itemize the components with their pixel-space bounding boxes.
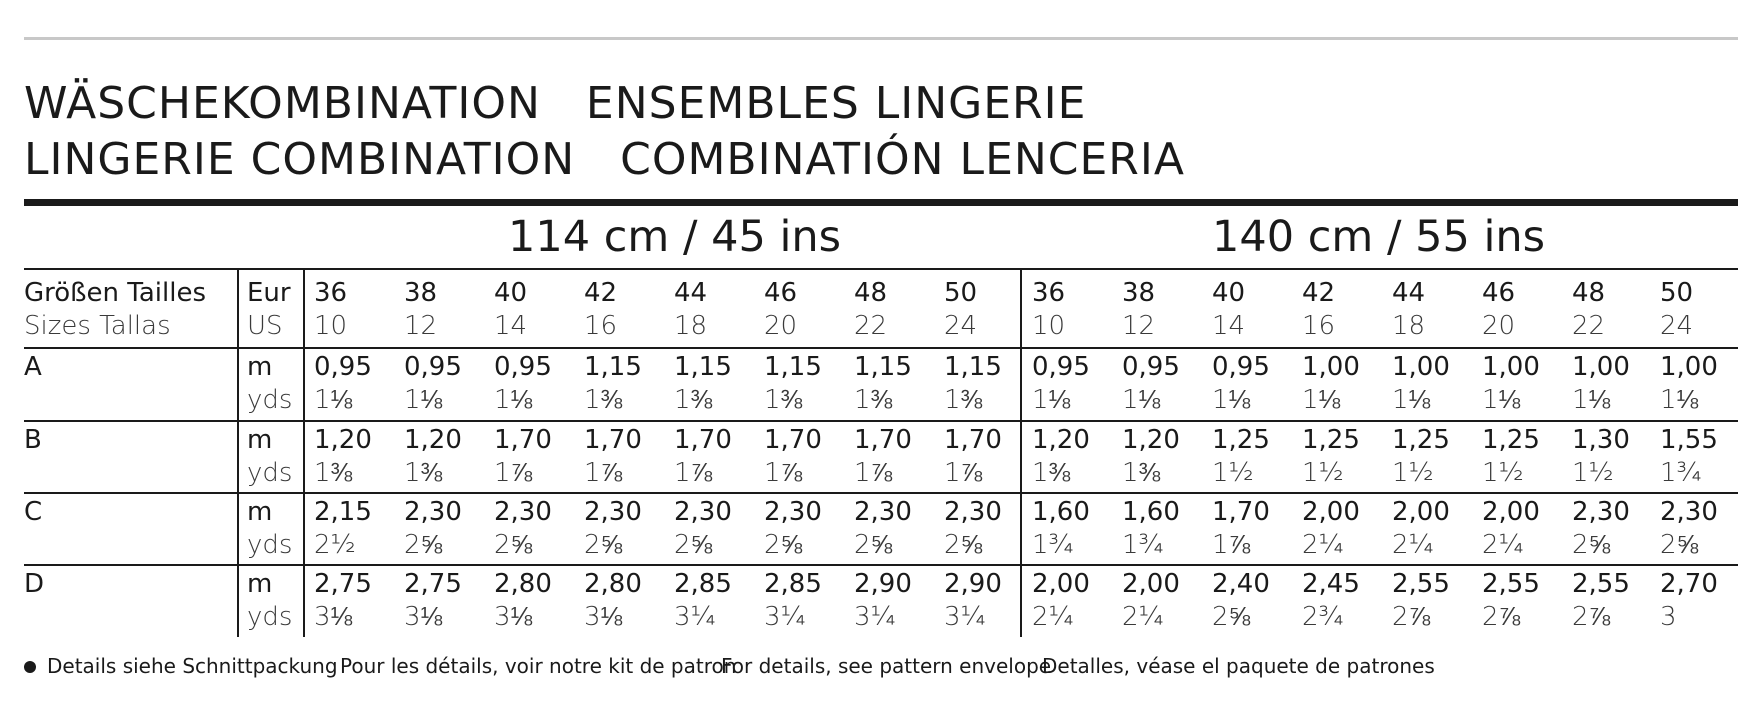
- yards-value-cell: 1⅛: [1572, 385, 1611, 415]
- yards-value-cell: 2¼: [1032, 602, 1074, 632]
- meters-value-cell: 1,70: [1212, 497, 1270, 527]
- meters-value-cell: 2,80: [494, 569, 552, 599]
- top-divider: [24, 37, 1738, 40]
- meters-value-cell: 1,15: [764, 352, 822, 382]
- us-size-cell: 10: [1032, 311, 1066, 341]
- us-size-cell: 14: [1212, 311, 1246, 341]
- meters-value-cell: 2,30: [1660, 497, 1718, 527]
- meters-value-cell: 2,90: [854, 569, 912, 599]
- meters-value-cell: 2,00: [1302, 497, 1360, 527]
- table-rule: [24, 420, 1738, 422]
- yards-value-cell: 2¼: [1302, 530, 1344, 560]
- yards-value-cell: 1⅜: [674, 385, 713, 415]
- yards-value-cell: 1½: [1302, 458, 1344, 488]
- yards-value-cell: 1¾: [1660, 458, 1702, 488]
- yards-value-cell: 2⅝: [674, 530, 713, 560]
- yards-value-cell: 2⅝: [854, 530, 893, 560]
- sizes-label-en-es: Sizes Tallas: [24, 311, 171, 341]
- eur-size-cell: 44: [674, 278, 708, 308]
- meters-value-cell: 0,95: [314, 352, 372, 382]
- yards-value-cell: 1⅜: [944, 385, 983, 415]
- eur-size-cell: 42: [1302, 278, 1336, 308]
- yards-value-cell: 1½: [1212, 458, 1254, 488]
- eur-size-cell: 50: [1660, 278, 1694, 308]
- meters-value-cell: 0,95: [404, 352, 462, 382]
- eur-size-cell: 44: [1392, 278, 1426, 308]
- yards-value-cell: 2¾: [1302, 602, 1344, 632]
- meters-value-cell: 1,70: [584, 425, 642, 455]
- eur-size-cell: 42: [584, 278, 618, 308]
- view-label: C: [24, 497, 43, 527]
- yards-value-cell: 2¼: [1482, 530, 1524, 560]
- meters-value-cell: 1,60: [1122, 497, 1180, 527]
- yards-value-cell: 2½: [314, 530, 356, 560]
- unit-meters-label: m: [247, 569, 273, 599]
- meters-value-cell: 1,15: [584, 352, 642, 382]
- meters-value-cell: 2,00: [1032, 569, 1090, 599]
- meters-value-cell: 1,20: [314, 425, 372, 455]
- yards-value-cell: 2⅝: [944, 530, 983, 560]
- yards-value-cell: 1⅜: [764, 385, 803, 415]
- meters-value-cell: 1,20: [1032, 425, 1090, 455]
- table-rule: [24, 268, 1738, 270]
- yards-value-cell: 1⅜: [1122, 458, 1161, 488]
- legend-english: For details, see pattern envelope: [721, 654, 1052, 678]
- us-size-cell: 12: [1122, 311, 1156, 341]
- us-size-cell: 24: [944, 311, 978, 341]
- yards-value-cell: 3⅛: [404, 602, 443, 632]
- yards-value-cell: 1⅛: [494, 385, 533, 415]
- table-rule: [24, 347, 1738, 349]
- eur-size-cell: 46: [764, 278, 798, 308]
- meters-value-cell: 0,95: [494, 352, 552, 382]
- view-label: B: [24, 425, 42, 455]
- yards-value-cell: 3⅛: [584, 602, 623, 632]
- table-rule: [24, 492, 1738, 494]
- title-english: LINGERIE COMBINATION: [24, 134, 576, 185]
- column-divider: [303, 269, 305, 637]
- eur-label: Eur: [247, 278, 291, 308]
- column-divider: [237, 269, 239, 637]
- yards-value-cell: 1⅛: [1032, 385, 1071, 415]
- meters-value-cell: 2,40: [1212, 569, 1270, 599]
- width-heading-114: 114 cm / 45 ins: [508, 212, 842, 262]
- meters-value-cell: 0,95: [1122, 352, 1180, 382]
- yards-value-cell: 2⅞: [1392, 602, 1431, 632]
- yards-value-cell: 1⅛: [1482, 385, 1521, 415]
- title-line-1: [24, 78, 1087, 129]
- meters-value-cell: 1,70: [674, 425, 732, 455]
- table-rule: [24, 564, 1738, 566]
- yards-value-cell: 2⅝: [1572, 530, 1611, 560]
- eur-size-cell: 48: [1572, 278, 1606, 308]
- meters-value-cell: 1,20: [404, 425, 462, 455]
- meters-value-cell: 2,80: [584, 569, 642, 599]
- meters-value-cell: 2,30: [1572, 497, 1630, 527]
- meters-value-cell: 0,95: [1032, 352, 1090, 382]
- meters-value-cell: 2,75: [404, 569, 462, 599]
- legend-spanish: Detalles, véase el paquete de patrones: [1042, 654, 1435, 678]
- unit-meters-label: m: [247, 425, 273, 455]
- meters-value-cell: 1,15: [674, 352, 732, 382]
- meters-value-cell: 0,95: [1212, 352, 1270, 382]
- us-size-cell: 14: [494, 311, 528, 341]
- eur-size-cell: 40: [1212, 278, 1246, 308]
- yards-value-cell: 3¼: [854, 602, 896, 632]
- eur-size-cell: 36: [1032, 278, 1066, 308]
- us-size-cell: 10: [314, 311, 348, 341]
- meters-value-cell: 1,00: [1482, 352, 1540, 382]
- meters-value-cell: 1,70: [494, 425, 552, 455]
- view-label: A: [24, 352, 42, 382]
- yards-value-cell: 1⅜: [584, 385, 623, 415]
- meters-value-cell: 1,00: [1302, 352, 1360, 382]
- title-line-2: [24, 134, 1185, 185]
- yards-value-cell: 1⅞: [1212, 530, 1251, 560]
- eur-size-cell: 38: [1122, 278, 1156, 308]
- unit-meters-label: m: [247, 497, 273, 527]
- meters-value-cell: 1,55: [1660, 425, 1718, 455]
- meters-value-cell: 2,55: [1392, 569, 1450, 599]
- yards-value-cell: 3: [1660, 602, 1677, 632]
- meters-value-cell: 2,55: [1482, 569, 1540, 599]
- meters-value-cell: 1,20: [1122, 425, 1180, 455]
- meters-value-cell: 1,25: [1482, 425, 1540, 455]
- unit-yards-label: yds: [247, 385, 293, 415]
- yards-value-cell: 2⅝: [494, 530, 533, 560]
- unit-yards-label: yds: [247, 530, 293, 560]
- title-spanish: COMBINATIÓN LENCERIA: [620, 134, 1185, 185]
- meters-value-cell: 2,00: [1482, 497, 1540, 527]
- yards-value-cell: 1⅛: [314, 385, 353, 415]
- meters-value-cell: 2,30: [674, 497, 732, 527]
- yards-value-cell: 1½: [1572, 458, 1614, 488]
- yards-value-cell: 1⅞: [494, 458, 533, 488]
- yards-value-cell: 1⅞: [854, 458, 893, 488]
- yards-value-cell: 2⅝: [1212, 602, 1251, 632]
- yards-value-cell: 1⅛: [1212, 385, 1251, 415]
- yards-value-cell: 2¼: [1122, 602, 1164, 632]
- meters-value-cell: 2,75: [314, 569, 372, 599]
- meters-value-cell: 2,00: [1392, 497, 1450, 527]
- yards-value-cell: 3¼: [674, 602, 716, 632]
- unit-yards-label: yds: [247, 602, 293, 632]
- meters-value-cell: 2,30: [404, 497, 462, 527]
- meters-value-cell: 1,70: [854, 425, 912, 455]
- column-divider: [1020, 269, 1022, 637]
- eur-size-cell: 46: [1482, 278, 1516, 308]
- meters-value-cell: 1,25: [1302, 425, 1360, 455]
- yards-value-cell: 1½: [1392, 458, 1434, 488]
- meters-value-cell: 1,25: [1392, 425, 1450, 455]
- meters-value-cell: 2,45: [1302, 569, 1360, 599]
- meters-value-cell: 2,30: [584, 497, 642, 527]
- yards-value-cell: 3¼: [944, 602, 986, 632]
- meters-value-cell: 1,00: [1660, 352, 1718, 382]
- yards-value-cell: 1½: [1482, 458, 1524, 488]
- sizes-label-de-fr: Größen Tailles: [24, 278, 207, 308]
- yards-value-cell: 3⅛: [494, 602, 533, 632]
- yards-value-cell: 1⅞: [674, 458, 713, 488]
- us-size-cell: 24: [1660, 311, 1694, 341]
- yards-value-cell: 3¼: [764, 602, 806, 632]
- meters-value-cell: 2,30: [854, 497, 912, 527]
- yards-value-cell: 1¾: [1122, 530, 1164, 560]
- yards-value-cell: 1⅛: [1122, 385, 1161, 415]
- meters-value-cell: 1,25: [1212, 425, 1270, 455]
- us-size-cell: 18: [674, 311, 708, 341]
- meters-value-cell: 2,00: [1122, 569, 1180, 599]
- eur-size-cell: 50: [944, 278, 978, 308]
- meters-value-cell: 1,70: [944, 425, 1002, 455]
- us-size-cell: 16: [1302, 311, 1336, 341]
- us-label: US: [247, 311, 283, 341]
- title-german: WÄSCHEKOMBINATION: [24, 78, 541, 129]
- yards-value-cell: 1⅞: [944, 458, 983, 488]
- header-divider: [24, 199, 1738, 206]
- yards-value-cell: 1⅞: [764, 458, 803, 488]
- unit-yards-label: yds: [247, 458, 293, 488]
- width-heading-140: 140 cm / 55 ins: [1212, 212, 1546, 262]
- title-french: ENSEMBLES LINGERIE: [585, 78, 1087, 129]
- yards-value-cell: 2⅝: [584, 530, 623, 560]
- yards-value-cell: 1⅛: [1392, 385, 1431, 415]
- yards-value-cell: 1¾: [1032, 530, 1074, 560]
- yards-value-cell: 1⅜: [404, 458, 443, 488]
- us-size-cell: 22: [854, 311, 888, 341]
- meters-value-cell: 1,15: [944, 352, 1002, 382]
- us-size-cell: 20: [1482, 311, 1516, 341]
- meters-value-cell: 1,70: [764, 425, 822, 455]
- meters-value-cell: 1,15: [854, 352, 912, 382]
- yards-value-cell: 2⅝: [764, 530, 803, 560]
- yards-value-cell: 2⅞: [1572, 602, 1611, 632]
- meters-value-cell: 1,60: [1032, 497, 1090, 527]
- eur-size-cell: 40: [494, 278, 528, 308]
- meters-value-cell: 1,30: [1572, 425, 1630, 455]
- us-size-cell: 12: [404, 311, 438, 341]
- us-size-cell: 16: [584, 311, 618, 341]
- meters-value-cell: 2,85: [674, 569, 732, 599]
- unit-meters-label: m: [247, 352, 273, 382]
- meters-value-cell: 2,30: [494, 497, 552, 527]
- yards-value-cell: 2⅝: [404, 530, 443, 560]
- bullet-icon: [24, 661, 36, 673]
- yards-value-cell: 2¼: [1392, 530, 1434, 560]
- yards-value-cell: 3⅛: [314, 602, 353, 632]
- meters-value-cell: 1,00: [1392, 352, 1450, 382]
- view-label: D: [24, 569, 45, 599]
- meters-value-cell: 1,00: [1572, 352, 1630, 382]
- yards-value-cell: 1⅛: [404, 385, 443, 415]
- yards-value-cell: 1⅜: [314, 458, 353, 488]
- meters-value-cell: 2,90: [944, 569, 1002, 599]
- meters-value-cell: 2,85: [764, 569, 822, 599]
- meters-value-cell: 2,70: [1660, 569, 1718, 599]
- us-size-cell: 20: [764, 311, 798, 341]
- yards-value-cell: 2⅞: [1482, 602, 1521, 632]
- yards-value-cell: 1⅜: [1032, 458, 1071, 488]
- eur-size-cell: 36: [314, 278, 348, 308]
- yards-value-cell: 2⅝: [1660, 530, 1699, 560]
- legend-german: Details siehe Schnittpackung: [47, 654, 338, 678]
- legend-french: Pour les détails, voir notre kit de patron: [340, 654, 737, 678]
- meters-value-cell: 2,15: [314, 497, 372, 527]
- yards-value-cell: 1⅞: [584, 458, 623, 488]
- yards-value-cell: 1⅛: [1302, 385, 1341, 415]
- eur-size-cell: 48: [854, 278, 888, 308]
- meters-value-cell: 2,30: [764, 497, 822, 527]
- eur-size-cell: 38: [404, 278, 438, 308]
- meters-value-cell: 2,30: [944, 497, 1002, 527]
- meters-value-cell: 2,55: [1572, 569, 1630, 599]
- yards-value-cell: 1⅜: [854, 385, 893, 415]
- us-size-cell: 18: [1392, 311, 1426, 341]
- us-size-cell: 22: [1572, 311, 1606, 341]
- yards-value-cell: 1⅛: [1660, 385, 1699, 415]
